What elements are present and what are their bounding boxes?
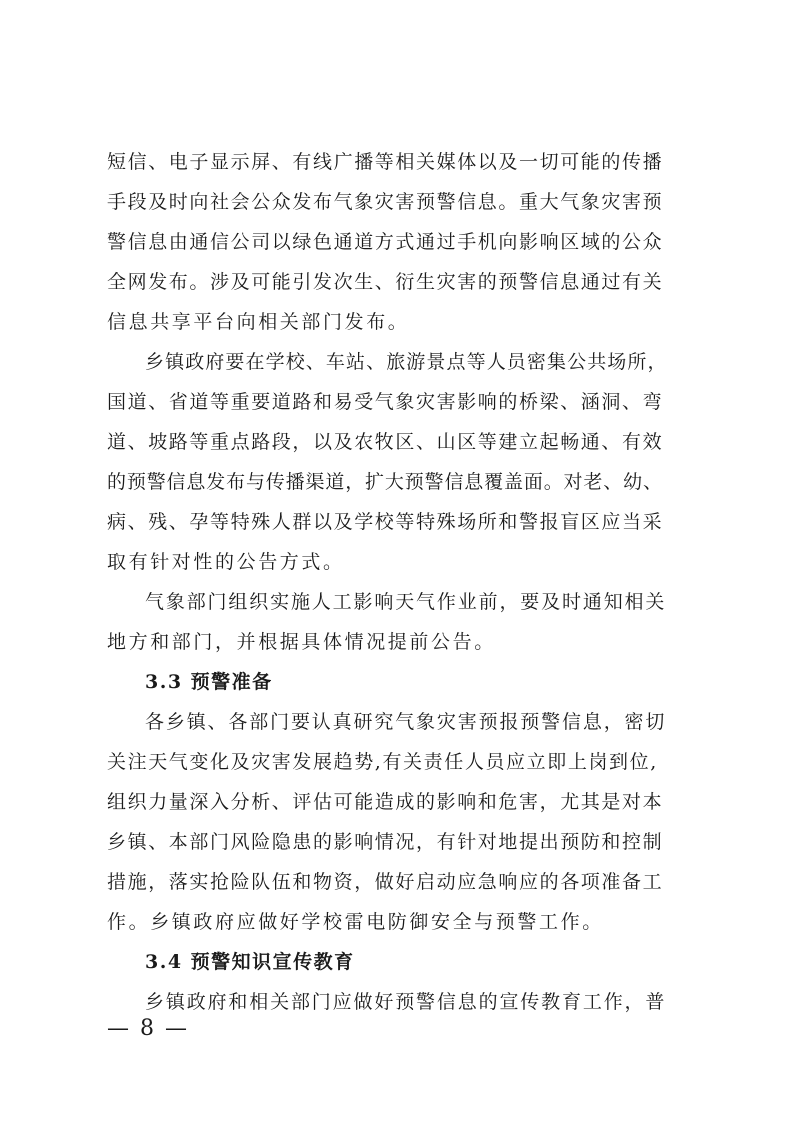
text-line: 取有针对性的公告方式。	[107, 551, 345, 573]
text-line: 国道、省道等重要道路和易受气象灾害影响的桥梁、涵洞、弯	[107, 391, 664, 413]
paragraph-first-line: 气象部门组织实施人工影响天气作业前，要及时通知相关	[145, 591, 667, 613]
text-line: 手段及时向社会公众发布气象灾害预警信息。重大气象灾害预	[107, 191, 664, 213]
section-heading-3-4: 3.4 预警知识宣传教育	[145, 951, 355, 973]
text-line: 关注天气变化及灾害发展趋势,有关责任人员应立即上岗到位,	[107, 751, 658, 773]
text-line: 组织力量深入分析、评估可能造成的影响和危害，尤其是对本	[107, 791, 664, 813]
text-line: 病、残、孕等特殊人群以及学校等特殊场所和警报盲区应当采	[107, 511, 664, 533]
text-line: 乡镇、本部门风险隐患的影响情况，有针对地提出预防和控制	[107, 831, 664, 853]
text-line: 措施，落实抢险队伍和物资，做好启动应急响应的各项准备工	[107, 871, 664, 893]
text-line: 全网发布。涉及可能引发次生、衍生灾害的预警信息通过有关	[107, 271, 664, 293]
text-line: 道、坡路等重点路段，以及农牧区、山区等建立起畅通、有效	[107, 431, 664, 453]
text-line: 的预警信息发布与传播渠道，扩大预警信息覆盖面。对老、幼、	[107, 471, 663, 493]
text-line: 警信息由通信公司以绿色通道方式通过手机向影响区域的公众	[107, 231, 664, 253]
paragraph-first-line: 各乡镇、各部门要认真研究气象灾害预报预警信息，密切	[145, 711, 667, 733]
paragraph-first-line: 乡镇政府要在学校、车站、旅游景点等人员密集公共场所，	[145, 351, 668, 373]
text-line: 信息共享平台向相关部门发布。	[107, 311, 410, 333]
section-heading-3-3: 3.3 预警准备	[145, 671, 273, 693]
text-line: 短信、电子显示屏、有线广播等相关媒体以及一切可能的传播	[107, 151, 664, 173]
page-number: — 8 —	[107, 1016, 189, 1041]
text-line: 作。乡镇政府应做好学校雷电防御安全与预警工作。	[107, 911, 604, 933]
paragraph-first-line: 乡镇政府和相关部门应做好预警信息的宣传教育工作，普	[145, 991, 667, 1013]
text-line: 地方和部门，并根据具体情况提前公告。	[107, 631, 496, 653]
